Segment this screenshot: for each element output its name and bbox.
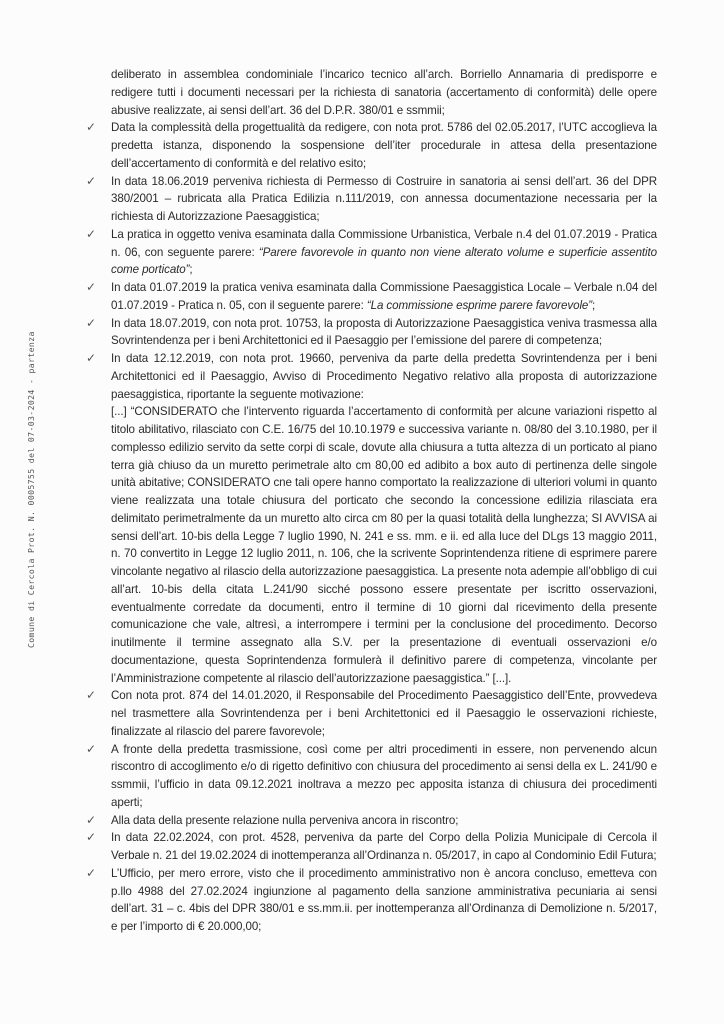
list-item (86, 226, 657, 279)
list-item-text: In data 12.12.2019, con nota prot. 19660, perveniva da parte della predetta Sovrintendenza per i beni Architettonici ed il Paesaggio, Avviso di Procedimento Negativo relativo alla proposta di autorizzazione paesaggistica, riportante la seguente motivazione: (111, 352, 657, 401)
list-item-text: La pratica in oggetto veniva esaminata dalla Commissione Urbanistica, Verbale n.4 del 01.07.2019 - Pratica n. 06, con seguente parere: (111, 227, 657, 259)
list-item (86, 829, 657, 865)
quoted-motivation-text: [...] “CONSIDERATO che l’intervento riguarda l’accertamento di conformità per alcune variazioni rispetto al titolo abilitativo, rilasciato con C.E. 16/75 del 10.10.1979 e successiva variante n. 08/80 del 3.10.1980, per il complesso edilizio servito da sette corpi di scale, dovute alla chiusura a tutta altezza di un porticato al piano terra già chiuso da un muretto perimetrale alto cm 80,00 ed adibito a box auto di pertinenza delle singole unità abitative; CONSIDERATO cne tali opere hanno comportato la realizzazione di ulteriori volumi in quanto viene realizzata una totale chiusura del porticato che secondo la concessione edilizia rilasciata era delimitato perimetralmente da un muretto alto circa cm 80 per la quasi totalità della lunghezza; SI AVVISA ai sensi dell’art. 10-bis della Legge 7 luglio 1990, N. 241 e ss. mm. e ii. ed alla luce del DLgs 13 maggio 2011, n. 70 convertito in Legge 12 luglio 2011, n. 106, che la scrivente Soprintendenza ritiene di esprimere parere vincolante negativo al rilascio della autorizzazione paesaggistica. La presente nota adempie all’obbligo di cui all’art. 10-bis della citata L.241/90 sicché possono essere presentate per iscritto osservazioni, eventualmente corredate da documenti, entro il termine di 10 giorni dal ricevimento della presente comunicazione che vale, altresì, a interrompere i termini per la conclusione del procedimento. Decorso inutilmente il termine assegnato alla S.V. per la presentazione di eventuali osservazioni e/o documentazione, questa Soprintendenza formulerà il definitivo parere di competenza, vincolante per l’Amministrazione competente al rilascio dell’autorizzazione paesaggistica.” [...]. (111, 405, 657, 685)
list-item (86, 350, 657, 403)
checkmark-icon: ✓ (86, 812, 96, 827)
paragraph-text: deliberato in assemblea condominiale l’incarico tecnico all’arch. Borriello Annamaria di predisporre e redigere tutti i documenti necessari per la richiesta di sanatoria (accertamento di conformità) delle opere abusive realizzate, ai sensi dell’art. 36 del D.P.R. 380/01 e ssmmii; (111, 68, 657, 117)
checkmark-icon: ✓ (86, 280, 96, 294)
checkmark-icon: ✓ (86, 351, 96, 365)
list-item-text: Alla data della presente relazione nulla perveniva ancora in riscontro; (111, 813, 459, 827)
quoted-motivation (111, 403, 657, 687)
list-item-text: In data 01.07.2019 la pratica veniva esaminata dalla Commissione Paesaggistica Locale – Verbale n.04 del 01.07.2019 - Pratica n. 05, con il seguente parere: (111, 281, 657, 312)
list-item-text: Data la complessità della progettualità da redigere, con nota prot. 5786 del 02.05.2017, l’UTC accoglieva la predetta istanza, disponendo la sospensione dell’iter procedurale in attesa della presentazione dell’accertamento di conformità e del relativo esito; (111, 121, 657, 170)
list-item (86, 741, 657, 812)
checkmark-icon: ✓ (86, 741, 96, 756)
list-item-text: In data 22.02.2024, con prot. 4528, perveniva da parte del Corpo della Polizia Municipale di Cercola il Verbale n. 21 del 19.02.2024 di inottemperanza all’Ordinanza n. 05/2017, in capo al Condominio Edil Futura; (111, 831, 657, 862)
checkmark-icon: ✓ (86, 173, 96, 188)
list-item (86, 119, 657, 172)
list-item-text: A fronte della predetta trasmissione, così come per altri procedimenti in essere, non pervenendo alcun riscontro di accoglimento e/o di rigetto definitivo con chiusura del procedimento ai sensi della ex L. 241/90 e ssmmii, l’ufficio in data 09.12.2021 inoltrava a mezzo pec apposita istanza di chiusura dei procedimenti aperti; (111, 742, 657, 809)
list-item-tail: ; (592, 298, 596, 312)
quoted-opinion: “Parere favorevole in quanto non viene alterato volume e superficie assentito come porticato” (111, 245, 657, 277)
list-item (86, 865, 657, 936)
list-item (86, 315, 657, 351)
protocol-stamp: Comune di Cercola Prot. N. 0005755 del 07-03-2024 - partenza (26, 331, 36, 648)
checkmark-icon: ✓ (86, 688, 96, 703)
list-item-text: Con nota prot. 874 del 14.01.2020, il Responsabile del Procedimento Paesaggistico dell’Ente, provvedeva nel trasmettere alla Sovrintendenza per i beni Architettonici ed il Paesaggio le osservazioni richieste, finalizzate al rilascio del parere favorevole; (111, 689, 657, 738)
paragraph-intro-continuation (111, 66, 657, 119)
document-body (86, 66, 657, 936)
list-item-text: L’Ufficio, per mero errore, visto che il procedimento amministrativo non è ancora concluso, emetteva con p.llo 4988 del 27.02.2024 ingiunzione al pagamento della sanzione amministrativa pecuniaria ai sensi dell’art. 31 – c. 4bis del DPR 380/01 e ss.mm.ii. per inottemperanza all’Ordinanza di Demolizione n. 5/2017, e per l’importo di € 20.000,00; (111, 866, 657, 933)
checkmark-icon: ✓ (86, 865, 96, 880)
checkmark-icon: ✓ (86, 226, 96, 241)
list-item-text: In data 18.06.2019 perveniva richiesta di Permesso di Costruire in sanatoria ai sensi dell’art. 36 del DPR 380/2001 – rubricata alla Pratica Edilizia n.111/2019, con annessa documentazione necessaria per la richiesta di Autorizzazione Paesaggistica; (111, 174, 657, 223)
list-item (86, 687, 657, 740)
list-item-text: In data 18.07.2019, con nota prot. 10753, la proposta di Autorizzazione Paesaggistica veniva trasmessa alla Sovrintendenza per i beni Architettonici ed il Paesaggio per l’emissione del parere di competenza; (111, 316, 657, 348)
list-item (86, 812, 657, 830)
quoted-opinion: “La commissione esprime parere favorevole” (366, 298, 593, 312)
checkmark-icon: ✓ (86, 120, 96, 135)
checkmark-icon: ✓ (86, 315, 96, 330)
list-item (86, 173, 657, 226)
list-item (86, 279, 657, 315)
checkmark-icon: ✓ (86, 830, 96, 845)
list-item-tail: ; (189, 263, 193, 277)
